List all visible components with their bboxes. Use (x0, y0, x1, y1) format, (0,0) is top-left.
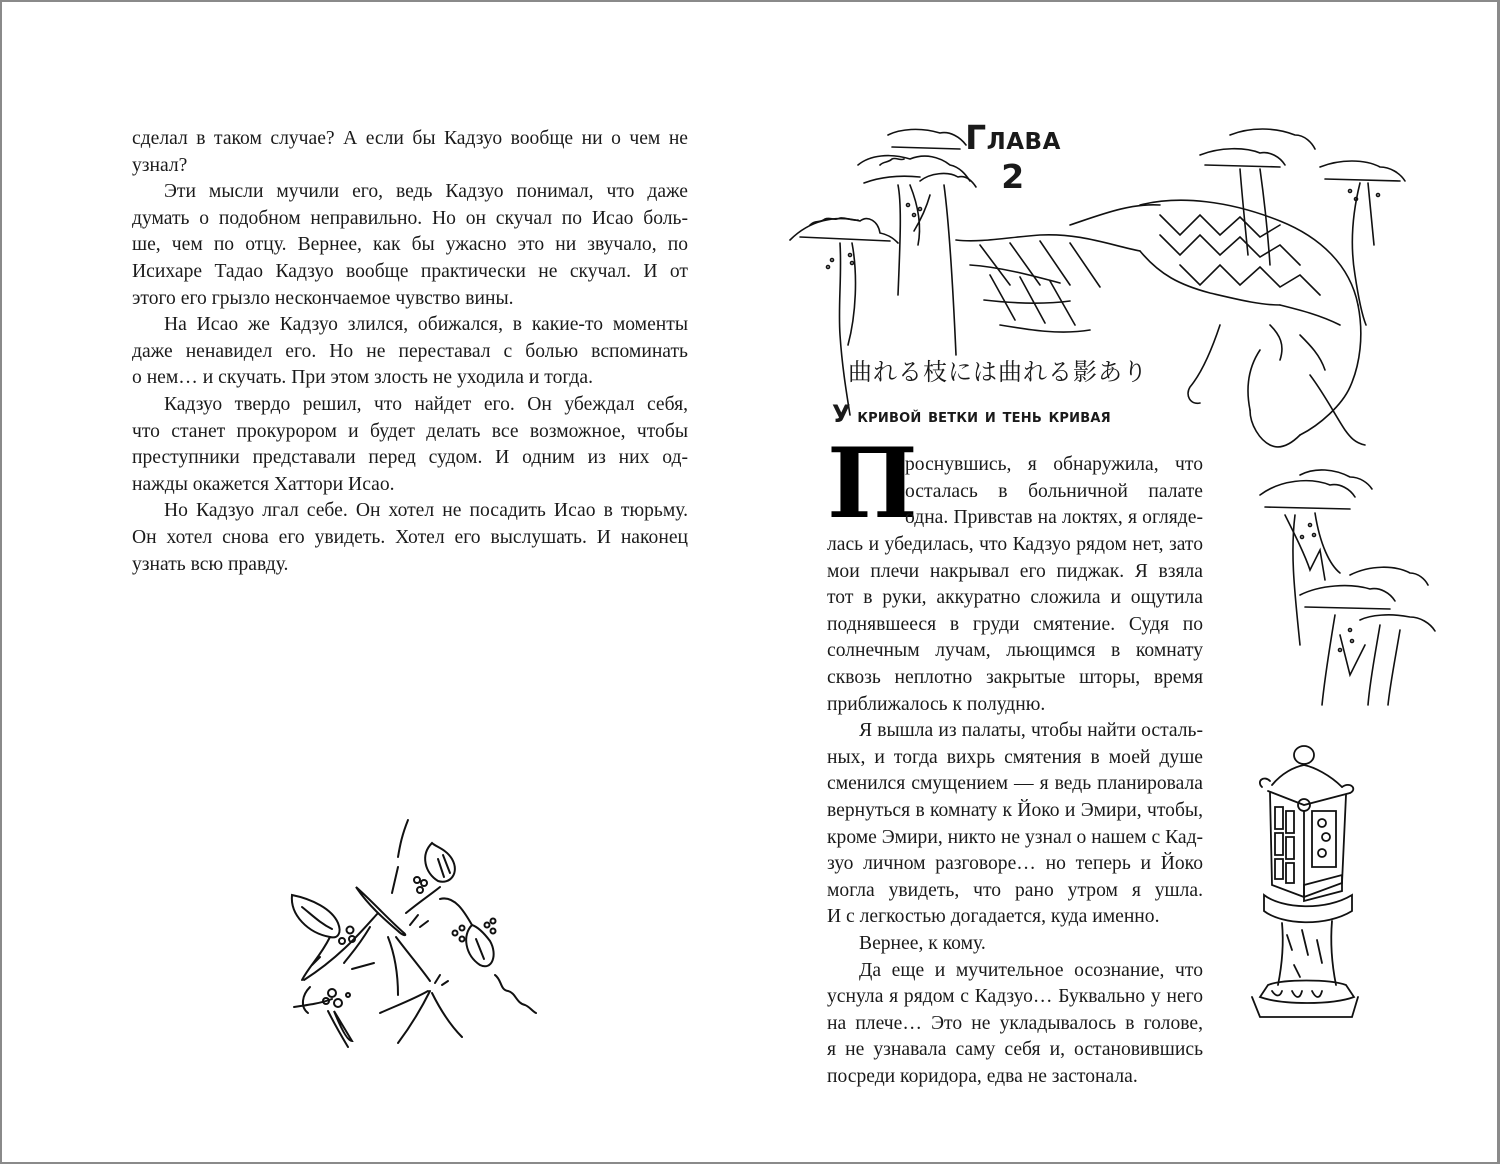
text-line: зуо личном разговоре… но теперь и Йоко (827, 853, 1203, 875)
text-line: узнать всю правду. (132, 553, 289, 575)
epigraph-japanese: 曲れる枝には曲れる影あり (848, 358, 1148, 386)
text-line: даже ненавидел его. Но не переставал с болью вспоминать (132, 340, 688, 362)
text-line: На Исао же Кадзуо злился, обижался, в какие-то моменты (164, 314, 688, 336)
text-line: одна. Привстав на локтях, я огляде- (905, 507, 1203, 529)
text-line: осталась в больничной палате (905, 480, 1203, 502)
text-line: мои плечи накрывал его пиджак. Я взяла (827, 560, 1203, 582)
drop-cap: П (827, 427, 918, 540)
first-paragraph-opening-lines (905, 452, 1203, 532)
text-line: что станет прокурором и будет делать все возможное, чтобы (132, 420, 688, 442)
text-line: преступники представали перед судом. И одним из них од- (132, 447, 688, 469)
text-line: Он хотел снова его увидеть. Хотел его выслушать. И наконец (132, 526, 688, 548)
text-line: Кадзуо твердо решил, что найдет его. Он убеждал себя, (164, 393, 688, 415)
text-line: о нем… и скучать. При этом злость не уходила и тогда. (132, 367, 593, 389)
text-line: солнечным лучам, льющимся в комнату (827, 640, 1203, 662)
right-trees (1200, 129, 1405, 325)
chapter-title: Глава 2 (965, 118, 1061, 196)
text-line: нажды окажется Хаттори Исао. (132, 473, 395, 495)
text-line: этого его грызло нескончаемое чувство вины. (132, 287, 514, 309)
chapter-subtitle: У кривой ветки и тень кривая (832, 400, 1111, 428)
text-line: могла увидеть, что рано утром я ушла. (827, 879, 1203, 901)
text-line: Исихаре Тадао Кадзуо вообще практически не скучал. И от (132, 260, 688, 282)
text-line: лась и убедилась, что Кадзуо рядом нет, зато (827, 534, 1203, 555)
bamboo-leaves-illustration (280, 815, 540, 1055)
text-line: приближалось к полудню. (827, 693, 1046, 715)
text-line: уснула я рядом с Кадзуо… Буквально у него (827, 986, 1203, 1008)
text-line: И с легкостью догадается, куда именно. (827, 906, 1160, 928)
text-line: вернуться в комнату к Йоко и Эмири, чтобы, (827, 799, 1203, 821)
text-line: думать о подобном неправильно. Но он скучал по Исао боль- (132, 207, 688, 229)
text-line: Да еще и мучительное осознание, что (859, 959, 1203, 981)
text-line: Я вышла из палаты, чтобы найти осталь- (859, 720, 1203, 742)
text-line: кроме Эмири, никто не узнал о нашем с Кад- (827, 826, 1204, 848)
text-line: Но Кадзуо лгал себе. Он хотел не посадить Исао в тюрьму. (164, 500, 688, 522)
text-line: ных, и тогда вихрь смятения в моей душе (827, 746, 1203, 768)
text-line: поднявшееся в груди смятение. Судя по (827, 613, 1203, 635)
stone-lantern-illustration (1242, 735, 1362, 1025)
right-page-body-text (827, 532, 1203, 1090)
text-line: сделал в таком случае? А если бы Кадзуо вообще ни о чем не (132, 128, 688, 149)
text-line: я не узнавала саму себя и, остановившись (827, 1039, 1203, 1061)
left-page-body-text (132, 126, 688, 578)
text-line: посреди коридора, едва не застонала. (827, 1065, 1138, 1087)
right-page (750, 0, 1500, 1164)
text-line: сквозь неплотно закрытые шторы, время (827, 666, 1203, 688)
text-line: тот в руки, аккуратно сложила и ощутила (827, 587, 1203, 609)
text-line: ше, чем по отцу. Вернее, как бы ужасно это ни звучало, по (132, 234, 688, 256)
trees-illustration (1240, 455, 1440, 705)
text-line: на плече… Это не укладывалось в голове, (827, 1012, 1203, 1034)
text-line: Эти мысли мучили его, ведь Кадзуо понимал, что даже (164, 181, 688, 203)
text-line: узнал? (132, 154, 188, 176)
text-line: сменился смущением — я ведь планировала (827, 773, 1203, 795)
text-line: роснувшись, я обнаружила, что (905, 454, 1203, 475)
text-line: Вернее, к кому. (859, 932, 986, 954)
